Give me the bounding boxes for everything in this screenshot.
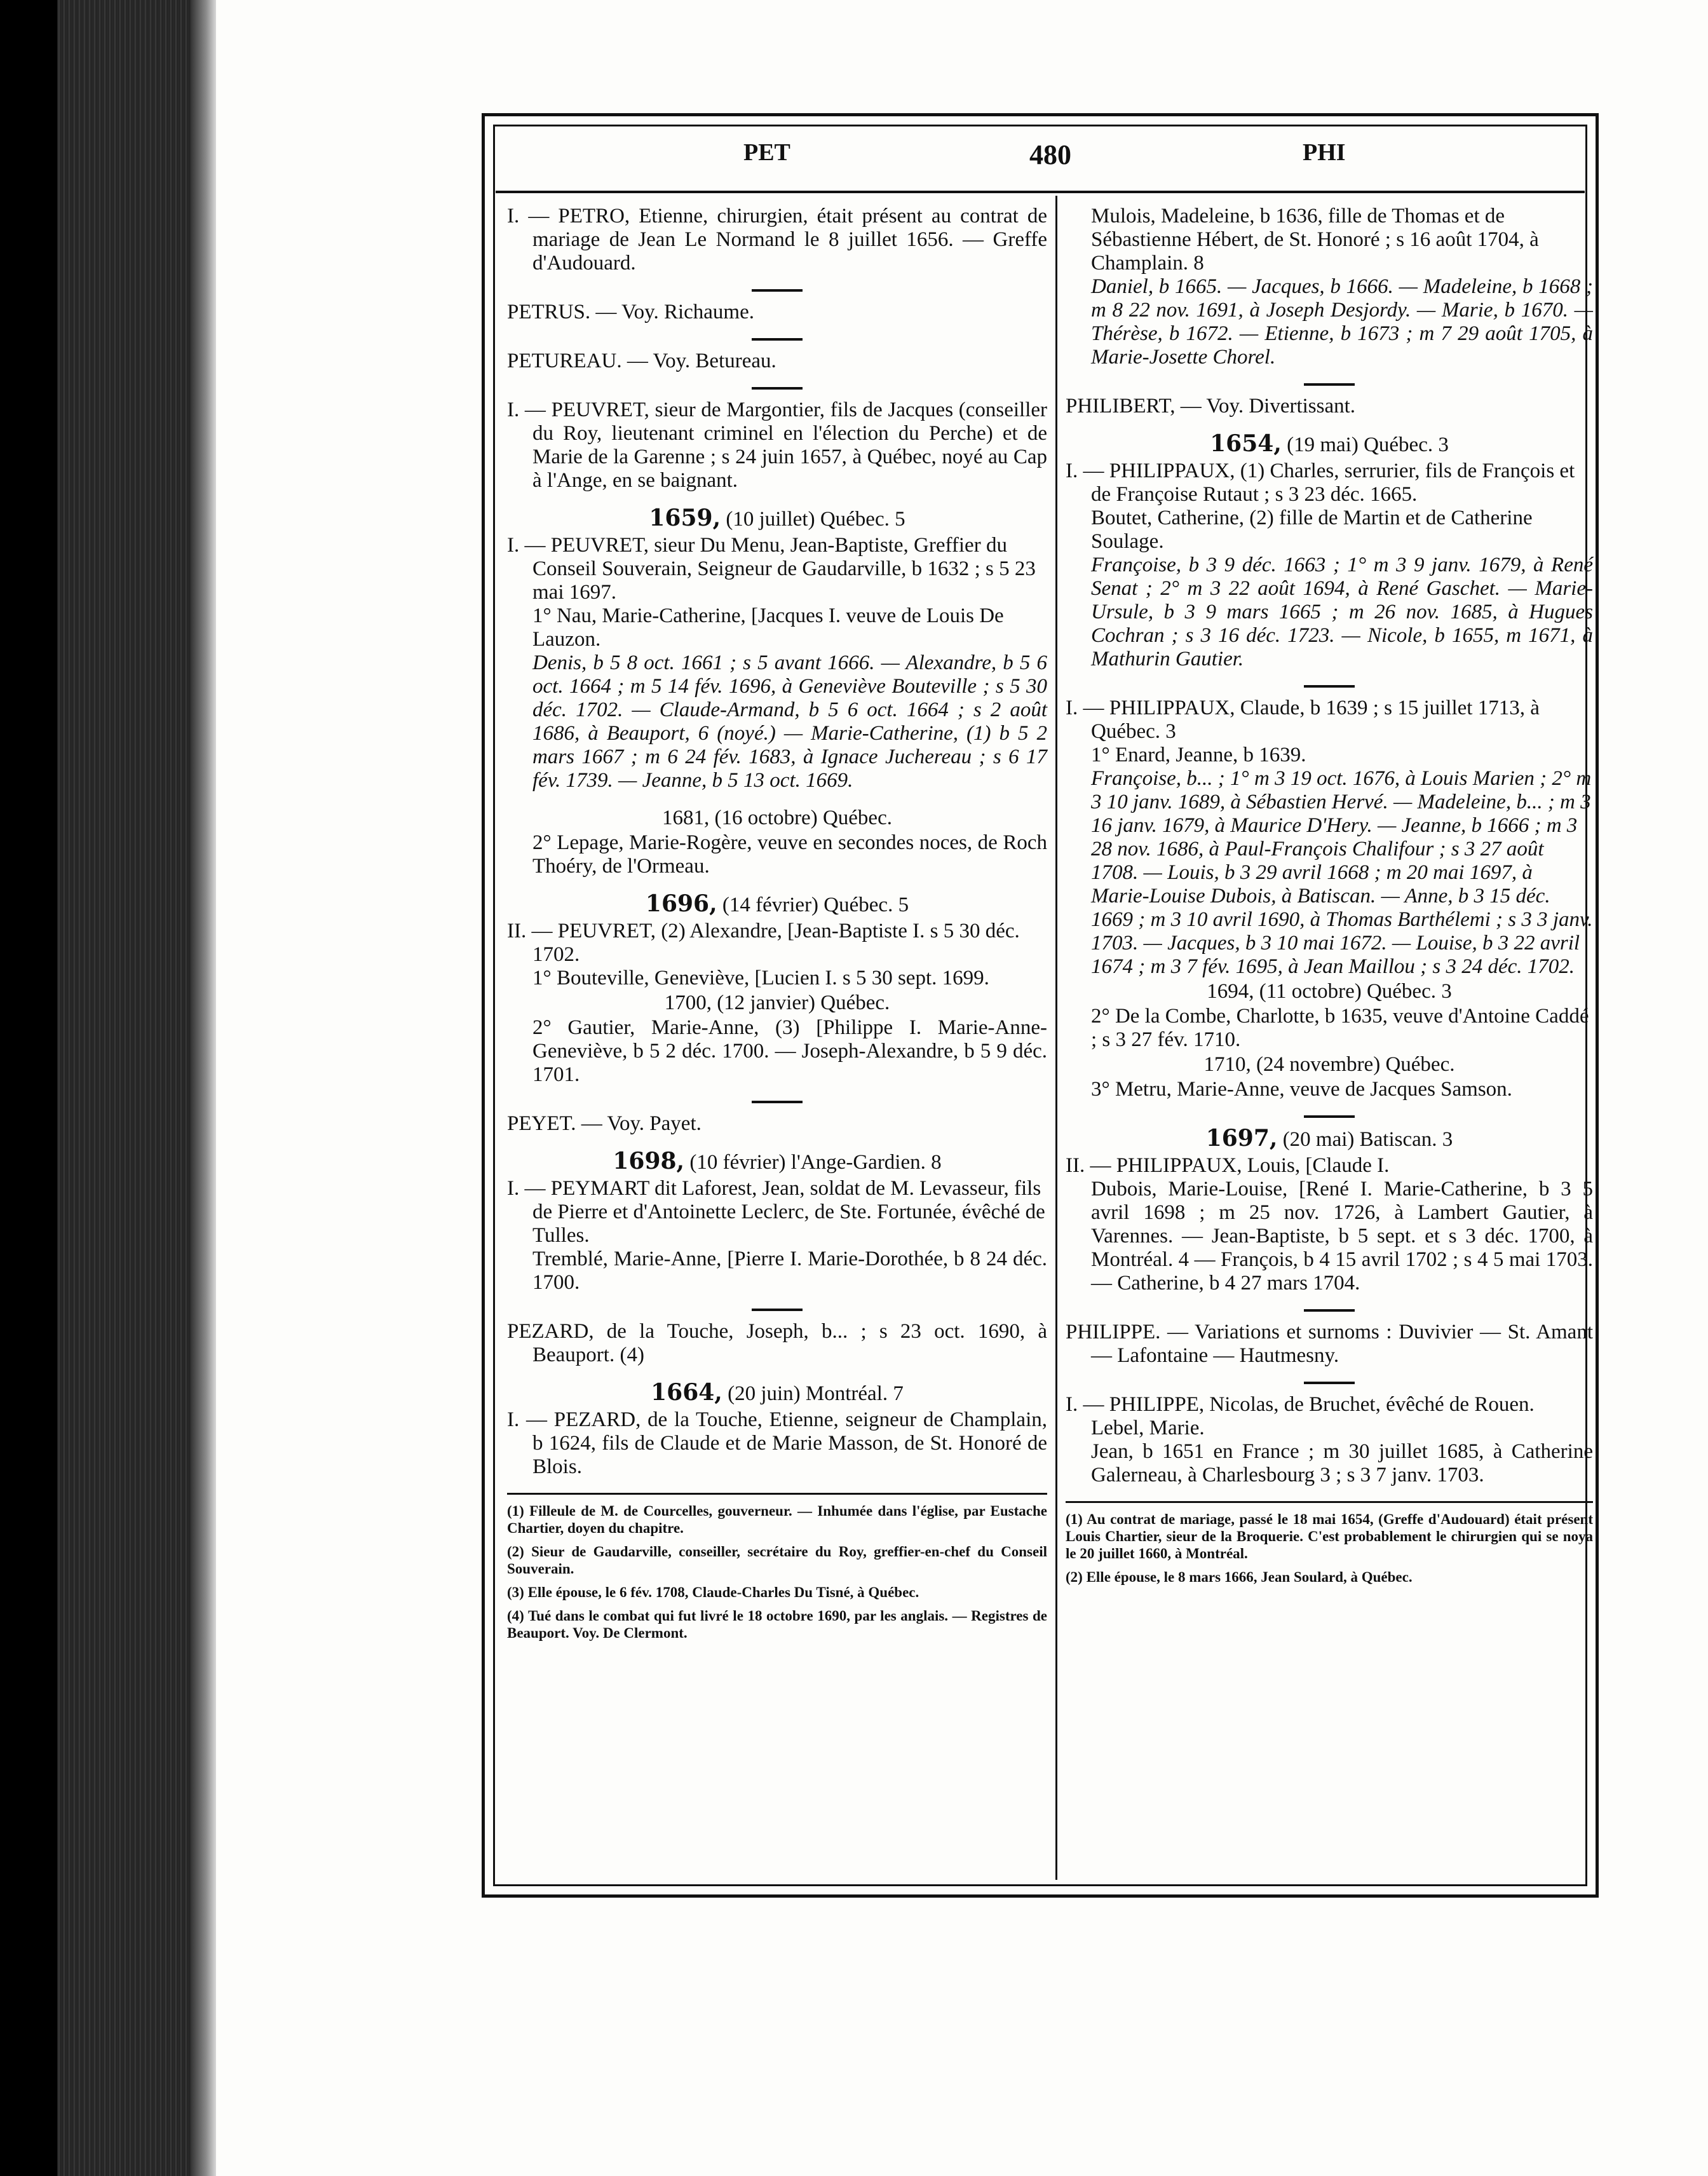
left-column bbox=[507, 205, 1047, 1648]
running-head-left: PET bbox=[743, 139, 790, 166]
year-detail: (19 mai) Québec. 3 bbox=[1287, 433, 1449, 456]
children-list: Jean, b 1651 en France ; m 30 juillet 1685, à Catherine Galerneau, à Charlesbourg 3 ; s 3 7 janv. 1703. bbox=[1091, 1440, 1593, 1486]
entry-philippaux-claude: I. — PHILIPPAUX, Claude, b 1639 ; s 15 juillet 1713, à Québec. 3 bbox=[1066, 697, 1540, 743]
running-head-right: PHI bbox=[1303, 139, 1346, 166]
spouse-boutet: Boutet, Catherine, (2) fille de Martin et de Catherine Soulage. bbox=[1091, 507, 1533, 553]
year-detail: (10 février) l'Ange-Gardien. 8 bbox=[689, 1151, 942, 1174]
separator-rule bbox=[1304, 383, 1355, 386]
marriage-year-heading: 1710, (24 novembre) Québec. bbox=[1203, 1053, 1455, 1076]
page-edge-shadow bbox=[191, 0, 216, 2176]
entry-philippe-variations: PHILIPPE. — Variations et surnoms : Duvivier — St. Amant — Lafontaine — Hautmesny. bbox=[1066, 1321, 1593, 1367]
spouse-gautier: 2° Gautier, Marie-Anne, (3) [Philippe I. Marie-Anne-Geneviève, b 5 2 déc. 1700. — Joseph-Alexandre, b 5 9 déc. 1701. bbox=[532, 1016, 1047, 1086]
year-detail: (10 juillet) Québec. 5 bbox=[726, 508, 905, 531]
children-list: Denis, b 5 8 oct. 1661 ; s 5 avant 1666. — Alexandre, b 5 6 oct. 1664 ; m 5 14 fév. 1696, à Geneviève Bouteville ; s 5 30 déc. 1702. — Claude-Armand, b 5 6 oct. 1664 ; s 2 août 1686, à Beauport, 6 (noyé.) — Marie-Catherine, (1) b 5 2 mars 1667 ; m 6 24 fév. 1683, à Ignace Juchereau ; s 6 17 fév. 1739. — Jeanne, b 5 13 oct. 1669. bbox=[532, 651, 1047, 792]
separator-rule bbox=[1304, 1382, 1355, 1384]
footnote: (2) Elle épouse, le 8 mars 1666, Jean Soulard, à Québec. bbox=[1066, 1569, 1413, 1585]
entry-philippe-nicolas: I. — PHILIPPE, Nicolas, de Bruchet, évêché de Rouen. bbox=[1066, 1393, 1535, 1416]
spouse-de-la-combe: 2° De la Combe, Charlotte, b 1635, veuve d'Antoine Caddé ; s 3 27 fév. 1710. bbox=[1091, 1005, 1589, 1051]
header-rule bbox=[496, 191, 1585, 193]
separator-rule bbox=[752, 289, 803, 292]
separator-rule bbox=[1304, 685, 1355, 688]
right-column bbox=[1066, 205, 1593, 1592]
spouse-bouteville: 1° Bouteville, Geneviève, [Lucien I. s 5 30 sept. 1699. bbox=[532, 967, 989, 989]
year-number: 1697, bbox=[1205, 1125, 1278, 1152]
entry-petro: I. — PETRO, Etienne, chirurgien, était présent au contrat de mariage de Jean Le Normand le 8 juillet 1656. — Greffe d'Audouard. bbox=[507, 205, 1047, 275]
marriage-year-heading bbox=[1066, 432, 1593, 457]
year-number: 1659, bbox=[649, 505, 721, 531]
spouse-mulois: Mulois, Madeleine, b 1636, fille de Thomas et de Sébastienne Hébert, de St. Honoré ; s 16 août 1704, à Champlain. 8 bbox=[1091, 205, 1539, 275]
footnote: (2) Sieur de Gaudarville, conseiller, secrétaire du Roy, greffier-en-chef du Conseil Souverain. bbox=[507, 1544, 1047, 1577]
spouse-lebel: Lebel, Marie. bbox=[1091, 1417, 1205, 1439]
year-number: 1654, bbox=[1210, 430, 1282, 457]
marriage-year-heading bbox=[1066, 1127, 1593, 1152]
marriage-year-heading: 1700, (12 janvier) Québec. bbox=[664, 991, 890, 1014]
entry-petureau: PETUREAU. — Voy. Betureau. bbox=[507, 350, 776, 372]
marriage-year-heading bbox=[507, 1150, 1047, 1174]
year-number: 1664, bbox=[651, 1379, 722, 1406]
marriage-year-heading bbox=[507, 1381, 1047, 1406]
footnotes bbox=[1066, 1511, 1593, 1586]
running-head bbox=[496, 139, 1585, 177]
spouse-tremble: Tremblé, Marie-Anne, [Pierre I. Marie-Dorothée, b 8 24 déc. 1700. bbox=[532, 1248, 1047, 1294]
children-list: Françoise, b 3 9 déc. 1663 ; 1° m 3 9 janv. 1679, à René Senat ; 2° m 3 22 août 1694, à René Gaschet. — Marie-Ursule, b 3 9 mars 1665 ; m 26 nov. 1685, à Hugues Cochran ; s 3 16 déc. 1723. — Nicole, b 1655, m 1671, à Mathurin Gautier. bbox=[1091, 554, 1593, 670]
year-number: 1696, bbox=[645, 890, 717, 917]
footnote: (4) Tué dans le combat qui fut livré le 18 octobre 1690, par les anglais. — Registres de Beauport. Voy. De Clermont. bbox=[507, 1608, 1047, 1641]
spouse-enard: 1° Enard, Jeanne, b 1639. bbox=[1091, 744, 1306, 766]
footnote-rule bbox=[507, 1493, 1047, 1495]
spouse-nau: 1° Nau, Marie-Catherine, [Jacques I. veuve de Louis De Lauzon. bbox=[532, 604, 1004, 651]
entry-philippaux-charles: I. — PHILIPPAUX, (1) Charles, serrurier, fils de François et de Françoise Rutaut ; s 3 23 déc. 1665. bbox=[1066, 459, 1575, 506]
marriage-year-heading: 1694, (11 octobre) Québec. 3 bbox=[1207, 980, 1452, 1003]
entry-pezard-etienne: I. — PEZARD, de la Touche, Etienne, seigneur de Champlain, b 1624, fils de Claude et de Marie Masson, de St. Honoré de Blois. bbox=[507, 1408, 1047, 1478]
separator-rule bbox=[752, 1101, 803, 1103]
entry-peuvret-du-menu: I. — PEUVRET, sieur Du Menu, Jean-Baptiste, Greffier du Conseil Souverain, Seigneur de Gaudarville, b 1632 ; s 5 23 mai 1697. bbox=[507, 534, 1036, 604]
marriage-year-heading bbox=[507, 507, 1047, 531]
entry-peuvret-alexandre: II. — PEUVRET, (2) Alexandre, [Jean-Baptiste I. s 5 30 déc. 1702. bbox=[507, 920, 1020, 966]
spouse-lepage: 2° Lepage, Marie-Rogère, veuve en secondes noces, de Roch Thoéry, de l'Ormeau. bbox=[532, 831, 1047, 878]
separator-rule bbox=[752, 1309, 803, 1311]
entry-peuvret-margontier: I. — PEUVRET, sieur de Margontier, fils de Jacques (conseiller du Roy, lieutenant criminel en l'élection du Perche) et de Marie de la Garenne ; s 24 juin 1657, à Québec, noyé au Cap à l'Ange, en se baignant. bbox=[507, 398, 1047, 492]
children-list: Daniel, b 1665. — Jacques, b 1666. — Madeleine, b 1668 ; m 8 22 nov. 1691, à Joseph Desjordy. — Marie, b 1670. — Thérèse, b 1672. — Etienne, b 1673 ; m 7 29 août 1705, à Marie-Josette Chorel. bbox=[1091, 275, 1593, 369]
footnote-rule bbox=[1066, 1501, 1593, 1503]
year-detail: (14 février) Québec. 5 bbox=[722, 894, 909, 916]
footnote: (1) Filleule de M. de Courcelles, gouverneur. — Inhumée dans l'église, par Eustache Chartier, doyen du chapitre. bbox=[507, 1503, 1047, 1536]
separator-rule bbox=[1304, 1309, 1355, 1312]
page-number: 480 bbox=[1029, 139, 1071, 170]
separator-rule bbox=[752, 387, 803, 390]
children-list: Françoise, b... ; 1° m 3 19 oct. 1676, à Louis Marien ; 2° m 3 10 janv. 1689, à Sébastien Hervé. — Madeleine, b... ; m 3 16 janv. 1679, à Maurice D'Hery. — Jeanne, b 1666 ; m 3 28 nov. 1686, à Paul-François Chalifour ; s 3 27 août 1708. — Louis, b 3 29 avril 1668 ; m 20 mai 1697, à Marie-Louise Dubois, à Batiscan. — Anne, b 3 15 déc. 1669 ; m 3 10 avril 1690, à Thomas Barthélemi ; s 3 3 janv. 1703. — Jacques, b 3 10 mai 1672. — Louise, b 3 22 avril 1674 ; m 3 7 fév. 1695, à Jean Maillou ; s 3 24 déc. 1702. bbox=[1091, 767, 1593, 978]
year-detail: (20 juin) Montréal. 7 bbox=[728, 1382, 904, 1405]
entry-peymart: I. — PEYMART dit Laforest, Jean, soldat de M. Levasseur, fils de Pierre et d'Antoinette Leclerc, de Ste. Fortunée, évêché de Tulles. bbox=[507, 1177, 1045, 1247]
spouse-dubois: Dubois, Marie-Louise, [René I. Marie-Catherine, b 3 5 avril 1698 ; m 25 nov. 1726, à Lambert Gautier, à Varennes. — Jean-Baptiste, b 5 sept. et s 3 déc. 1700, à Montréal. 4 — François, b 4 15 avril 1702 ; s 4 5 mai 1703. — Catherine, b 4 27 mars 1704. bbox=[1091, 1178, 1593, 1295]
entry-pezard-joseph: PEZARD, de la Touche, Joseph, b... ; s 23 oct. 1690, à Beauport. (4) bbox=[507, 1320, 1047, 1366]
footnotes bbox=[507, 1502, 1047, 1642]
separator-rule bbox=[752, 338, 803, 341]
spouse-metru: 3° Metru, Marie-Anne, veuve de Jacques Samson. bbox=[1091, 1078, 1512, 1101]
entry-peyet: PEYET. — Voy. Payet. bbox=[507, 1112, 702, 1135]
marriage-year-heading: 1681, (16 octobre) Québec. bbox=[662, 806, 892, 829]
entry-petrus: PETRUS. — Voy. Richaume. bbox=[507, 301, 754, 323]
entry-philibert: PHILIBERT, — Voy. Divertissant. bbox=[1066, 395, 1356, 418]
column-divider bbox=[1055, 196, 1057, 1880]
entry-philippaux-louis: II. — PHILIPPAUX, Louis, [Claude I. bbox=[1066, 1154, 1390, 1177]
marriage-year-heading bbox=[507, 892, 1047, 917]
year-number: 1698, bbox=[613, 1148, 685, 1174]
footnote: (3) Elle épouse, le 6 fév. 1708, Claude-Charles Du Tisné, à Québec. bbox=[507, 1584, 919, 1600]
year-detail: (20 mai) Batiscan. 3 bbox=[1282, 1128, 1453, 1151]
separator-rule bbox=[1304, 1115, 1355, 1118]
footnote: (1) Au contrat de mariage, passé le 18 mai 1654, (Greffe d'Audouard) était présent Louis Chartier, sieur de la Broquerie. C'est probablement le chirurgien qui se noya le 20 juillet 1660, à Montréal. bbox=[1066, 1511, 1593, 1561]
